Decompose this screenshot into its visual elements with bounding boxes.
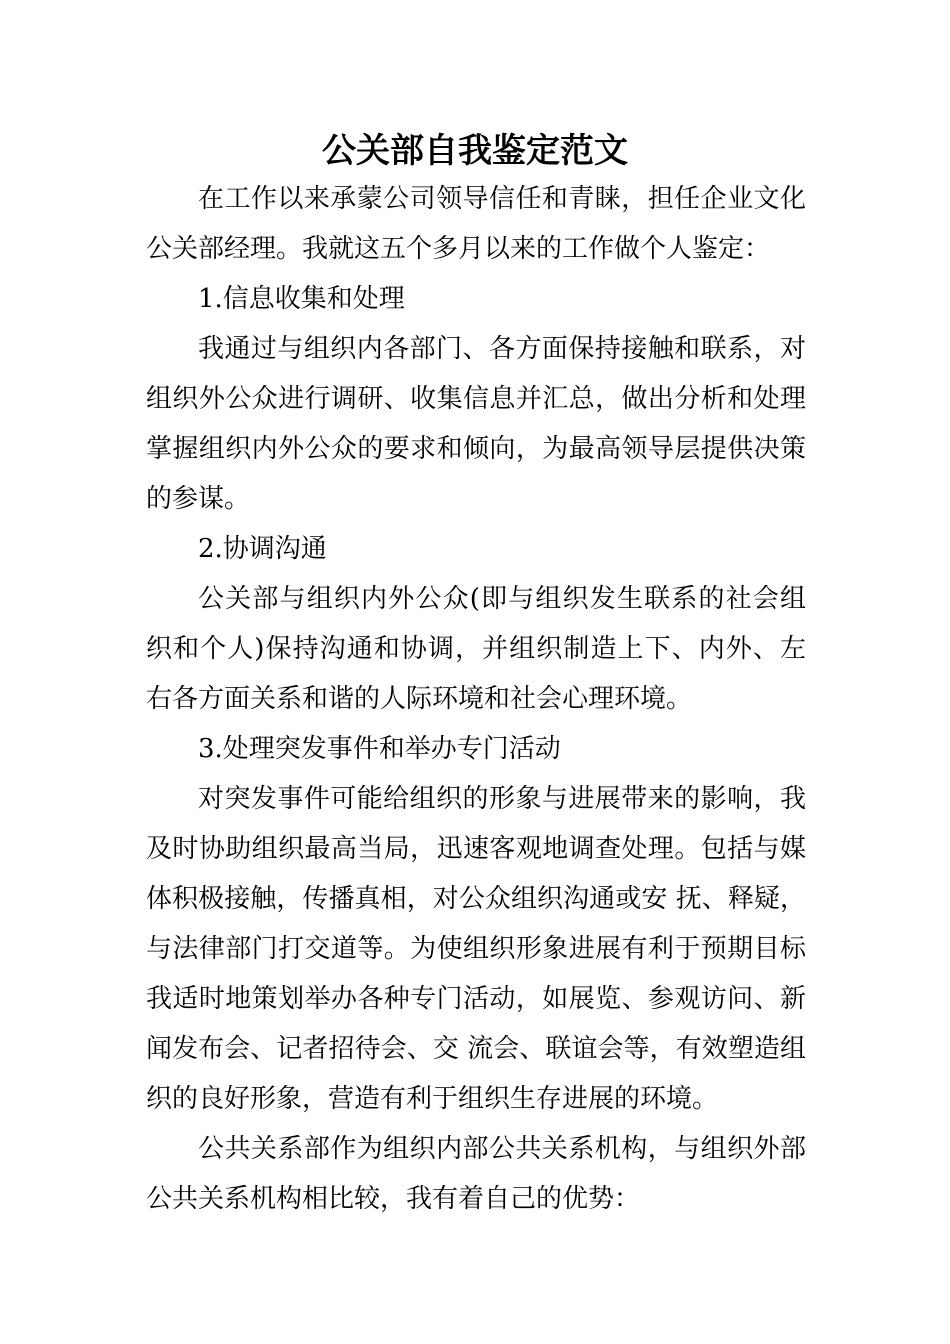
paragraph-emergency: 对突发事件可能给组织的形象与进展带来的影响，我及时协助组织最高当局，迅速客观地调查处理。包括与媒体积极接触，传播真相，对公众组织沟通或安 抚、释疑，与法律部门打交道等。为使组织形象进展有利于预期目标我适时地策划举办各种专门活动，如展览、参观访问、新闻发布会、记者招待会、交 流会、联谊会等，有效塑造组织的良好形象，营造有利于组织生存进展的环境。 <box>146 784 806 1114</box>
paragraph-advantages: 公共关系部作为组织内部公共关系机构，与组织外部公共关系机构相比较，我有着自己的优势： <box>146 1134 806 1214</box>
section-heading-3: 3.处理突发事件和举办专门活动 <box>198 734 561 764</box>
paragraph-info-collection: 我通过与组织内各部门、各方面保持接触和联系，对组织外公众进行调研、收集信息并汇总，做出分析和处理掌握组织内外公众的要求和倾向，为最高领导层提供决策的参谋。 <box>146 334 806 514</box>
paragraph-coordination: 公关部与组织内外公众(即与组织发生联系的社会组织和个人)保持沟通和协调，并组织制造上下、内外、左右各方面关系和谐的人际环境和社会心理环境。 <box>146 584 806 714</box>
section-heading-1: 1.信息收集和处理 <box>198 284 405 314</box>
section-heading-2: 2.协调沟通 <box>198 534 327 564</box>
document-title: 公关部自我鉴定范文 <box>322 131 628 171</box>
document-body <box>146 174 806 1224</box>
paragraph-intro: 在工作以来承蒙公司领导信任和青睐，担任企业文化公关部经理。我就这五个多月以来的工作做个人鉴定： <box>146 184 806 264</box>
